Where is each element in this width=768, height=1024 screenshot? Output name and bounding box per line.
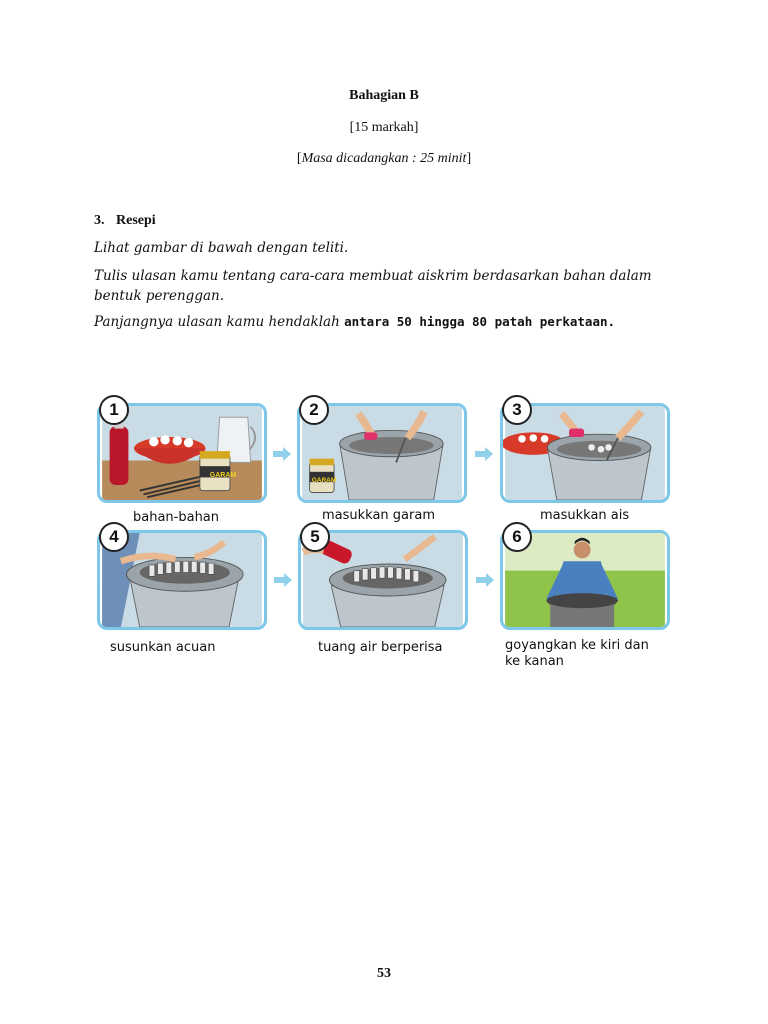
question-title: 3. Resepi xyxy=(94,213,156,228)
step-1-panel xyxy=(97,400,267,503)
step-2-panel xyxy=(297,400,467,503)
step-number: 4 xyxy=(99,522,129,552)
arrow-right-icon xyxy=(273,447,291,461)
step-number: 5 xyxy=(300,522,330,552)
step-6-caption: goyangkan ke kiri dan ke kanan xyxy=(505,638,649,669)
step-4-caption: susunkan acuan xyxy=(110,640,216,655)
step-2-caption: masukkan garam xyxy=(322,508,436,523)
step-6-panel xyxy=(500,527,670,630)
step-5-caption: tuang air berperisa xyxy=(318,640,443,655)
instruction-write: Tulis ulasan kamu tentang cara-cara membuat aiskrim berdasarkan bahan dalam bentuk perenggan. xyxy=(94,268,652,304)
instruction-look: Lihat gambar di bawah dengan teliti. xyxy=(94,240,349,256)
suggested-time: [Masa dicadangkan : 25 minit] xyxy=(296,151,472,166)
salt-jar-label: GARAM xyxy=(209,472,237,479)
section-marks: [15 markah] xyxy=(349,120,419,135)
step-3-panel xyxy=(500,400,670,503)
step-4-panel xyxy=(97,527,267,630)
section-title: Bahagian B xyxy=(349,88,419,103)
arrow-right-icon xyxy=(475,447,493,461)
step-number: 1 xyxy=(99,395,129,425)
step-number: 3 xyxy=(502,395,532,425)
step-number: 2 xyxy=(299,395,329,425)
step-1-caption: bahan-bahan xyxy=(133,510,220,525)
salt-jar-label: GARAM xyxy=(311,477,337,484)
step-number: 6 xyxy=(502,522,532,552)
arrow-right-icon xyxy=(476,573,494,587)
page-number: 53 xyxy=(377,966,391,981)
instruction-length: Panjangnya ulasan kamu hendaklah antara 50 hingga 80 patah perkataan. xyxy=(94,314,616,330)
step-3-caption: masukkan ais xyxy=(540,508,630,523)
arrow-right-icon xyxy=(274,573,292,587)
step-5-panel xyxy=(298,527,468,630)
